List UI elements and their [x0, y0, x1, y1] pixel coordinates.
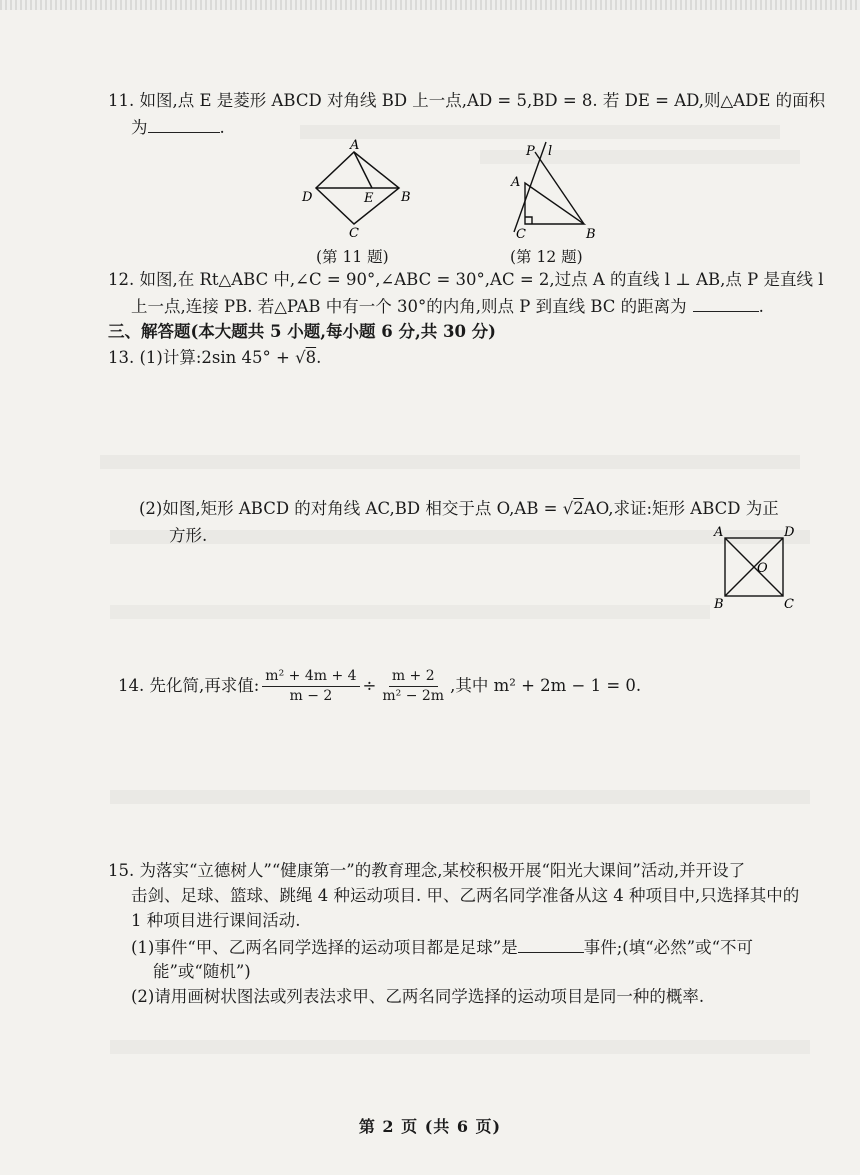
bleed-through-mark	[100, 455, 800, 469]
q15-text-line3: 1 种项目进行课间活动.	[131, 911, 301, 930]
label-c: C	[516, 227, 526, 242]
q11-line2-prefix: 为	[131, 118, 148, 137]
q13-part1-suffix: .	[316, 348, 322, 367]
bleed-through-mark	[110, 790, 810, 804]
label-a: A	[714, 525, 724, 540]
q12-text-line1: 12. 如图,在 Rt△ABC 中,∠C = 90°,∠ABC = 30°,AC = 2,过点 A 的直线 l ⊥ AB,点 P 是直线 l	[108, 270, 824, 289]
segment-ae	[354, 152, 372, 188]
label-p: P	[526, 144, 535, 159]
label-c: C	[349, 226, 359, 238]
q15-part2: (2)请用画树状图法或列表法求甲、乙两名同学选择的运动项目是同一种的概率.	[131, 987, 705, 1006]
q15-text-line2: 击剑、足球、篮球、跳绳 4 种运动项目. 甲、乙两名同学准备从这 4 种项目中,只选择其中的	[131, 886, 800, 905]
q13-part2-suffix: AO,求证:矩形 ABCD 为正	[583, 499, 779, 518]
label-e: E	[364, 191, 374, 206]
q12-text-line2	[131, 295, 764, 318]
bleed-through-mark	[110, 605, 710, 619]
sqrt-sign: √	[295, 348, 306, 367]
q11-answer-blank[interactable]	[148, 116, 220, 133]
right-angle-mark	[525, 217, 532, 224]
label-b: B	[714, 597, 724, 612]
q14-expression	[118, 668, 641, 705]
q11-line2-suffix: .	[219, 118, 225, 137]
q12-line2-text: 上一点,连接 PB. 若△PAB 中有一个 30°的内角,则点 P 到直线 BC 的距离为	[131, 297, 687, 316]
q14-prefix: 14. 先化简,再求值:	[118, 676, 260, 695]
q11-text-line2	[131, 116, 225, 139]
figure-13-square	[708, 520, 798, 612]
bleed-through-mark	[110, 1040, 810, 1054]
q13-radicand: 8	[305, 348, 317, 367]
section-3-heading: 三、解答题(本大题共 5 小题,每小题 6 分,共 30 分)	[108, 322, 496, 341]
q12-figure-caption: (第 12 题)	[510, 248, 583, 266]
label-d: D	[784, 525, 795, 540]
fraction-1-denominator: m − 2	[289, 688, 333, 704]
label-d: D	[302, 190, 313, 205]
label-b: B	[586, 227, 596, 242]
triangle-abc	[525, 183, 584, 224]
q15-text-line1: 15. 为落实“立德树人”“健康第一”的教育理念,某校积极开展“阳光大课间”活动,并开设了	[108, 861, 746, 880]
label-o: O	[757, 561, 768, 576]
fraction-1-numerator: m² + 4m + 4	[262, 668, 359, 687]
q15-part1	[131, 936, 753, 959]
q14-suffix: ,其中 m² + 2m − 1 = 0.	[450, 676, 642, 695]
scan-top-edge	[0, 0, 860, 10]
q11-text-line1: 11. 如图,点 E 是菱形 ABCD 对角线 BD 上一点,AD = 5,BD = 8. 若 DE = AD,则△ADE 的面积	[108, 91, 826, 110]
fraction-1	[262, 668, 359, 705]
q11-figure-caption: (第 11 题)	[316, 248, 389, 266]
segment-pb	[535, 152, 584, 224]
q13-part1	[108, 347, 321, 369]
q15-part1-line2: 能”或“随机”)	[153, 962, 251, 981]
q13-part1-prefix: 13. (1)计算:2sin 45° +	[108, 348, 296, 367]
figure-11-rhombus	[298, 138, 428, 238]
q13-part2-line2: 方形.	[169, 526, 208, 545]
sqrt-sign: √	[562, 499, 574, 518]
fraction-2	[379, 668, 447, 705]
q12-answer-blank[interactable]	[693, 295, 759, 312]
q15-part1-suffix: 事件;(填“必然”或“不可	[583, 938, 754, 957]
label-b: B	[401, 190, 411, 205]
q13-part2-line1	[139, 498, 779, 520]
divide-operator: ÷	[362, 676, 377, 695]
q13-part2-prefix: (2)如图,矩形 ABCD 的对角线 AC,BD 相交于点 O,AB =	[139, 499, 563, 518]
figure-12-triangle	[486, 136, 606, 244]
bleed-through-mark	[110, 530, 810, 544]
q15-part1-prefix: (1)事件“甲、乙两名同学选择的运动项目都是足球”是	[131, 938, 518, 957]
label-a: A	[350, 138, 360, 153]
label-a: A	[511, 175, 521, 190]
label-c: C	[784, 597, 794, 612]
q12-line2-suffix: .	[758, 297, 764, 316]
q15-answer-blank[interactable]	[518, 936, 584, 953]
q13-part2-radicand: 2	[573, 499, 584, 518]
label-l: l	[548, 144, 553, 159]
fraction-2-denominator: m² − 2m	[382, 688, 445, 704]
fraction-2-numerator: m + 2	[389, 668, 438, 687]
page-footer: 第 2 页 (共 6 页)	[358, 1117, 502, 1136]
